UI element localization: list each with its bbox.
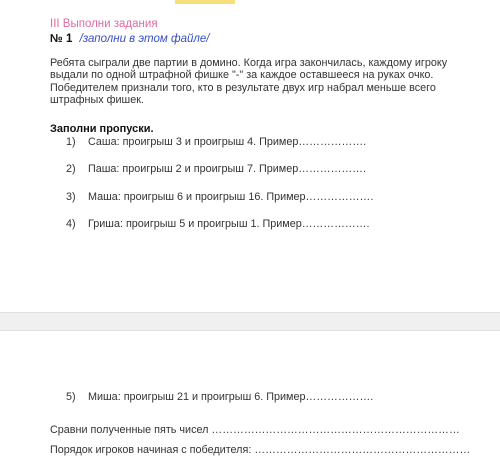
list-item[interactable] <box>66 191 373 203</box>
page-break <box>0 312 500 331</box>
item-number: 5) <box>66 391 76 403</box>
task-note: /заполни в этом файле/ <box>79 33 210 45</box>
item-number: 3) <box>66 191 76 203</box>
task-number: № 1 <box>50 33 73 45</box>
section-title: III Выполни задания <box>50 18 158 30</box>
item-text: Маша: проигрыш 6 и проигрыш 16. Пример………………. <box>88 191 374 203</box>
compare-line[interactable]: Сравни полученные пять чисел …………………………………………………………… <box>50 424 460 436</box>
item-number: 1) <box>66 136 76 148</box>
intro-paragraph: Ребята сыграли две партии в домино. Когда игра закончилась, каждому игроку выдали по одной штрафной фишке "-" за каждое оставшееся на руках очко. Победителем признали того, кто в результате двух игр набрал меньше всего штрафных фишек. <box>50 57 448 106</box>
list-item[interactable] <box>66 163 366 175</box>
task-line <box>50 33 209 45</box>
item-text: Саша: проигрыш 3 и проигрыш 4. Пример………………. <box>88 136 367 148</box>
list-item[interactable] <box>66 218 370 230</box>
order-line[interactable]: Порядок игроков начиная с победителя: …………………………………………………… <box>50 444 471 456</box>
top-highlight <box>175 0 235 4</box>
list-item[interactable] <box>66 391 373 403</box>
fill-heading: Заполни пропуски. <box>50 123 154 135</box>
item-text: Миша: проигрыш 21 и проигрыш 6. Пример………………. <box>88 391 374 403</box>
item-number: 2) <box>66 163 76 175</box>
list-item[interactable] <box>66 136 366 148</box>
item-number: 4) <box>66 218 76 230</box>
item-text: Паша: проигрыш 2 и проигрыш 7. Пример………………. <box>88 163 366 175</box>
item-text: Гриша: проигрыш 5 и проигрыш 1. Пример………………. <box>88 218 370 230</box>
top-strip <box>0 0 500 6</box>
